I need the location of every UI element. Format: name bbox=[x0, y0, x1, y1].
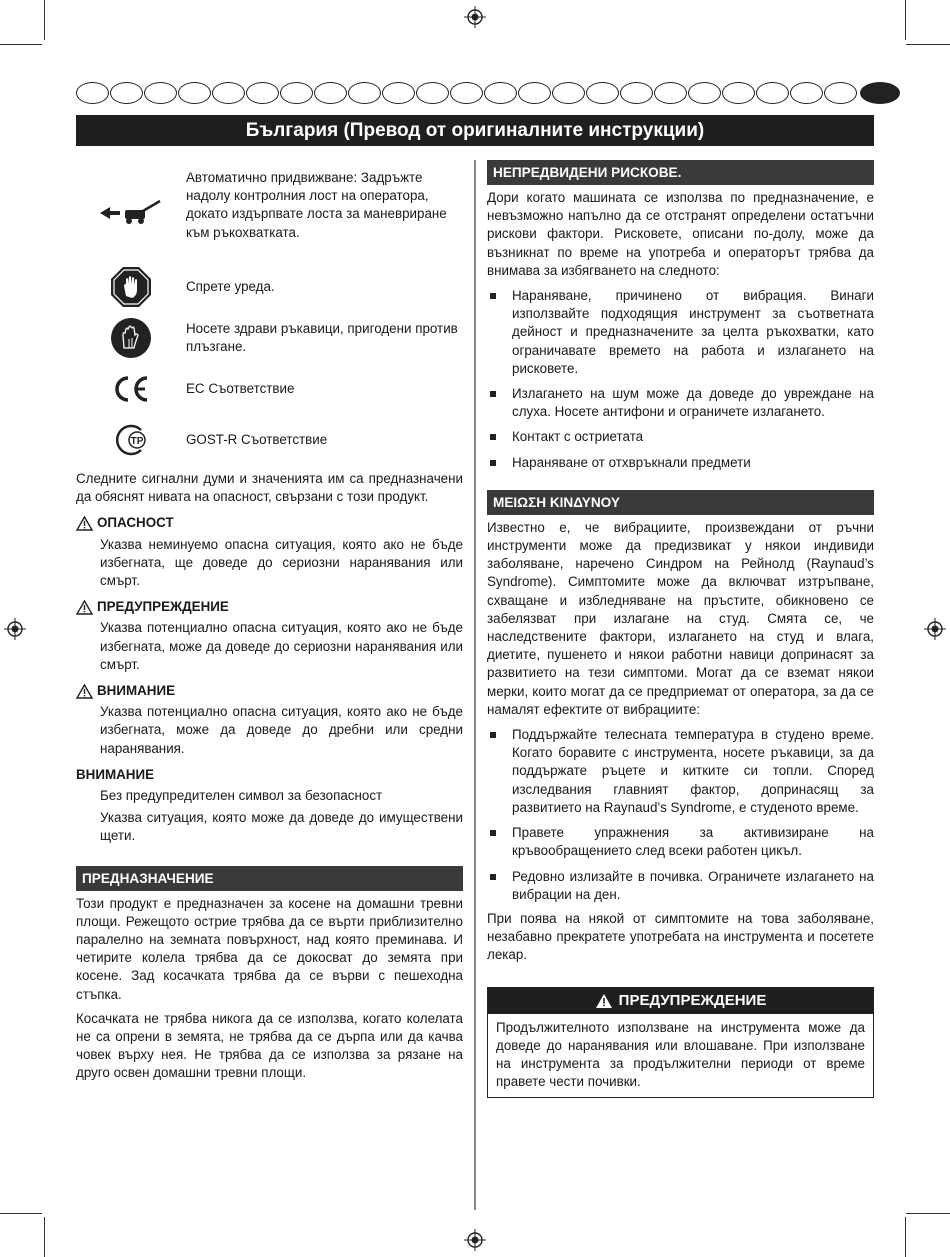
registration-mark-icon bbox=[464, 1229, 486, 1251]
signal-danger bbox=[76, 514, 463, 590]
language-tab-oval bbox=[688, 82, 721, 104]
signal-description: Указва потенциално опасна ситуация, която ако не бъде избегната, може да доведе до сериозни наранявания или смърт. bbox=[100, 620, 463, 672]
ce-mark-icon bbox=[111, 374, 151, 404]
stop-hand-icon bbox=[110, 266, 152, 308]
crop-mark bbox=[906, 1213, 950, 1214]
language-tab-oval-active bbox=[860, 82, 900, 104]
language-tab-oval bbox=[76, 82, 109, 104]
list-item: Излагането на шум може да доведе до увреждане на слуха. Носете антифони и ограничете излагането. bbox=[487, 385, 874, 421]
risk-reduction-intro: Известно е, че вибрациите, произвеждани от ръчни инструменти може да предизвикат у някои индивиди заболяване, наречено Синдром на Рейнолд (Raynaud’s Syndrome). Симптомите може да включват изтръпване, схващане и избледняване на пръстите, обикновено се забелязват при излагане на студ. Смята се, че наследствените фактори, излагането на студ и влага, диетите, пушенето и някои работни навици допринасят за развитието на тези симптоми. Могат да се вземат някои мерки, които могат да се предприемат от оператора, за да се намалят ефектите от вибрациите: bbox=[487, 519, 874, 717]
crop-mark bbox=[0, 44, 42, 45]
crop-mark bbox=[44, 1217, 45, 1257]
language-tab-oval bbox=[382, 82, 415, 104]
warning-box bbox=[487, 987, 874, 1099]
language-tab-oval bbox=[416, 82, 449, 104]
risk-reduction-outro: При поява на някой от симптомите на това заболяване, незабавно прекратете употребата на инструмента и посетете лекар. bbox=[487, 910, 874, 963]
page-title: България (Превод от оригиналните инструкции) bbox=[76, 115, 874, 146]
signal-description: Без предупредителен символ за безопасност bbox=[100, 788, 383, 804]
language-tab-oval bbox=[212, 82, 245, 104]
symbol-text: Спрете уреда. bbox=[186, 278, 275, 294]
warning-triangle-icon bbox=[76, 684, 93, 699]
section-heading-intended-use: ПРЕДНАЗНАЧЕНИЕ bbox=[76, 866, 463, 891]
language-tab-oval bbox=[110, 82, 143, 104]
language-tab-oval bbox=[552, 82, 585, 104]
signal-caution bbox=[76, 682, 463, 758]
signal-description: Указва неминуемо опасна ситуация, която ако не бъде избегната, ще доведе до сериозни наранявания или смърт. bbox=[100, 536, 463, 589]
right-column bbox=[487, 160, 874, 1098]
symbol-row bbox=[76, 414, 463, 466]
risk-reduction-list bbox=[487, 726, 874, 904]
left-column bbox=[76, 160, 463, 1083]
language-tab-oval bbox=[756, 82, 789, 104]
warning-box-heading: ПРЕДУПРЕЖДЕНИЕ bbox=[618, 991, 767, 1009]
signal-caution-plain bbox=[76, 766, 463, 846]
crop-mark bbox=[906, 44, 950, 45]
svg-text:TP: TP bbox=[130, 436, 144, 447]
intended-use-paragraph: Този продукт е предназначен за косене на домашни тревни площи. Режещото острие трябва да се върти приблизително паралелно на земната повърхност, над която преминава. И четирите колела трябва да се докосват до земята при косене. Зад косачката трябва да се върви с пешеходна стъпка. bbox=[76, 895, 463, 1002]
warning-triangle-icon bbox=[76, 600, 93, 615]
language-tab-oval bbox=[178, 82, 211, 104]
language-tab-oval bbox=[824, 82, 857, 104]
registration-mark-icon bbox=[464, 6, 486, 28]
signal-warning bbox=[76, 598, 463, 674]
language-tab-oval bbox=[790, 82, 823, 104]
signal-label: ВНИМАНИЕ bbox=[97, 683, 176, 699]
language-tab-oval bbox=[484, 82, 517, 104]
list-item: Редовно излизайте в почивка. Ограничете излагането на вибрации на ден. bbox=[487, 868, 874, 904]
crop-mark bbox=[905, 0, 906, 40]
language-tab-oval bbox=[620, 82, 653, 104]
column-divider bbox=[474, 160, 476, 1210]
language-tab-oval bbox=[586, 82, 619, 104]
warning-triangle-icon bbox=[76, 516, 93, 531]
symbol-row bbox=[76, 364, 463, 414]
symbol-text: Носете здрави ръкавици, пригодени против плъзгане. bbox=[186, 320, 458, 354]
section-heading-residual-risks: НЕПРЕДВИДЕНИ РИСКОВЕ. bbox=[487, 160, 874, 185]
crop-mark bbox=[44, 0, 45, 40]
list-item: Правете упражнения за активизиране на кръвообращението след всеки работен цикъл. bbox=[487, 824, 874, 860]
registration-mark-icon bbox=[4, 618, 26, 640]
self-propel-icon bbox=[98, 199, 164, 229]
signal-label: ВНИМАНИЕ bbox=[76, 766, 155, 782]
symbol-row bbox=[76, 312, 463, 364]
warning-triangle-icon bbox=[595, 993, 613, 1009]
symbol-text: Автоматично придвижване: Задръжте надолу контролния лост на оператора, докато издърпвате лоста за маневриране към ръкохватката. bbox=[186, 170, 447, 240]
residual-risks-intro: Дори когато машината се използва по предназначение, е невъзможно напълно да се отстранят определени остатъчни рискови фактори. Рисковете, описани по-долу, може да възникнат по време на употреба и операторът трябва да внимава за избягването на следното: bbox=[487, 190, 874, 278]
registration-mark-icon bbox=[924, 618, 946, 640]
signal-description: Указва потенциално опасна ситуация, която ако не бъде избегната, може да доведе до дребни или средни наранявания. bbox=[100, 704, 463, 756]
language-tab-oval bbox=[246, 82, 279, 104]
language-tab-oval bbox=[280, 82, 313, 104]
gost-r-icon bbox=[111, 422, 151, 458]
language-tab-oval bbox=[518, 82, 551, 104]
warning-box-text: Продължителното използване на инструмента може да доведе до наранявания или влошаване. При използване на инструмента за продължителни периоди от време правете чести почивки. bbox=[496, 1019, 865, 1090]
signal-label: ОПАСНОСТ bbox=[97, 515, 174, 531]
gloves-icon bbox=[110, 317, 152, 359]
symbol-row bbox=[76, 160, 463, 262]
crop-mark bbox=[0, 1213, 42, 1214]
list-item: Нараняване, причинено от вибрация. Винаги използвайте подходящия инструмент за съответната дейност и предназначените за целта ръкохватки, като ограничавате времето на работа и излагането на рисковете. bbox=[487, 287, 874, 378]
language-tab-row bbox=[76, 82, 874, 104]
section-heading-risk-reduction: ΜΕΙΩΣΗ ΚΙΝΔΥΝΟΥ bbox=[487, 490, 874, 515]
residual-risks-list bbox=[487, 287, 874, 472]
language-tab-oval bbox=[348, 82, 381, 104]
symbol-text: GOST-R Съответствие bbox=[186, 431, 328, 447]
language-tab-oval bbox=[654, 82, 687, 104]
language-tab-oval bbox=[450, 82, 483, 104]
symbol-text: ЕС Съответствие bbox=[186, 380, 295, 396]
list-item: Поддържайте телесната температура в студено време. Когато боравите с инструмента, носете ръкавици, за да поддържате ръцете и китките си топли. Според изследвания главният фактор, допринасящ за развитието на Raynaud’s Syndrome, е студеното време. bbox=[487, 726, 874, 817]
intended-use-paragraph: Косачката не трябва никога да се използва, когато колелата не са опрени в земята, не трябва да се дърпа или да качва човек върху нея. Не трябва да се използва за рязане на друго освен домашни тревни площи. bbox=[76, 1010, 463, 1081]
list-item: Контакт с остриетата bbox=[487, 428, 874, 446]
signal-words-intro: Следните сигнални думи и значенията им са предназначени да обяснят нивата на опасност, свързани с този продукт. bbox=[76, 471, 463, 505]
language-tab-oval bbox=[314, 82, 347, 104]
signal-label: ПРЕДУПРЕЖДЕНИЕ bbox=[97, 599, 229, 615]
signal-description: Указва ситуация, която може да доведе до имуществени щети. bbox=[100, 810, 463, 844]
language-tab-oval bbox=[722, 82, 755, 104]
symbol-row bbox=[76, 262, 463, 312]
list-item: Нараняване от отхвръкнали предмети bbox=[487, 454, 874, 472]
crop-mark bbox=[905, 1217, 906, 1257]
language-tab-oval bbox=[144, 82, 177, 104]
